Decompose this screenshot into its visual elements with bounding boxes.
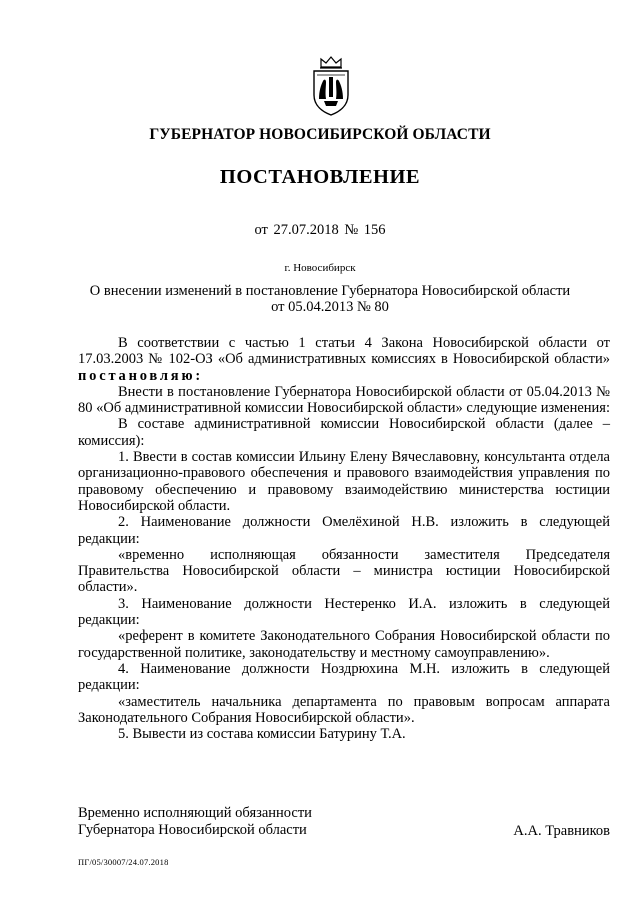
document-body <box>78 335 610 742</box>
body-paragraph: 5. Вывести из состава комиссии Батурину Т.А. <box>118 726 406 743</box>
subject-line-1: О внесении изменений в постановление Губернатора Новосибирской области <box>89 283 571 299</box>
body-paragraph: «временно исполняющая обязанности заместителя Председателя Правительства Новосибирской области – министра юстиции Новосибирской области». <box>78 546 610 596</box>
body-paragraph: 3. Наименование должности Нестеренко И.А. изложить в следующей редакции: <box>78 595 610 629</box>
body-paragraph: В составе административной комиссии Новосибирской области (далее – комиссия): <box>78 416 610 449</box>
signatory-position-line-2: Губернатора Новосибирской области <box>78 822 307 838</box>
body-paragraph-preamble <box>78 335 610 384</box>
signatory-name: А.А. Травников <box>513 823 610 839</box>
document-subject <box>60 283 600 315</box>
body-paragraph: 1. Ввести в состав комиссии Ильину Елену Вячеславовну, консультанта отдела организационно-правового обеспечения и правового взаимодействия управления по правовому обеспечению и правовому взаимодействию министерства юстиции Новосибирской области. <box>78 449 610 514</box>
body-paragraph: «заместитель начальника департамента по правовым вопросам аппарата Законодательного Собрания Новосибирской области». <box>78 693 610 726</box>
body-paragraph: Внести в постановление Губернатора Новосибирской области от 05.04.2013 № 80 «Об административной комиссии Новосибирской области» следующие изменения: <box>78 383 611 417</box>
signatory-position <box>78 805 312 839</box>
resolve-keyword: постановляю: <box>78 367 203 384</box>
signatory-position-line-1: Временно исполняющий обязанности <box>78 805 312 821</box>
coat-of-arms-icon <box>307 55 355 117</box>
body-paragraph: «референт в комитете Законодательного Собрания Новосибирской области по государственной политике, законодательству и местному самоуправлению». <box>78 628 610 661</box>
issuing-authority: ГУБЕРНАТОР НОВОСИБИРСКОЙ ОБЛАСТИ <box>149 126 491 143</box>
document-type: ПОСТАНОВЛЕНИЕ <box>219 166 421 188</box>
registration-code: ПГ/05/30007/24.07.2018 <box>78 857 169 867</box>
body-paragraph: 2. Наименование должности Омелёхиной Н.В. изложить в следующей редакции: <box>78 514 610 547</box>
document-date-number: от 27.07.2018 № 156 <box>254 222 386 238</box>
preamble-text: В соответствии с частью 1 статьи 4 Закона Новосибирской области от 17.03.2003 № 102-ОЗ «Об административных комиссиях в Новосибирской области» <box>78 335 610 368</box>
document-city: г. Новосибирск <box>284 262 356 274</box>
body-paragraph: 4. Наименование должности Ноздрюхина М.Н. изложить в следующей редакции: <box>78 660 610 694</box>
subject-line-2: от 05.04.2013 № 80 <box>271 299 389 315</box>
